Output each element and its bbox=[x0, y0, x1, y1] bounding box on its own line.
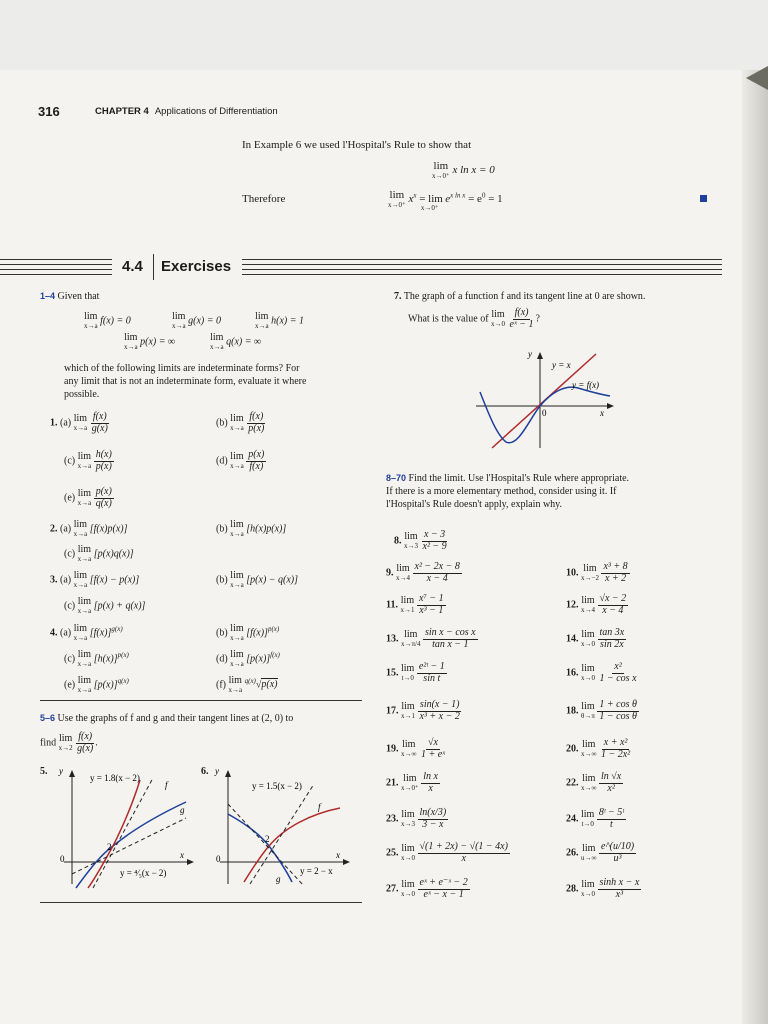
exercise-4e: (e) lim x→a $[p(x)]^{q(x)}$ bbox=[64, 675, 129, 694]
problem-15: 15. lim t→0 $\frac{\text{e²ᵗ − 1}}{\text{sin t}}$ bbox=[386, 661, 445, 684]
section-rule-left-2 bbox=[0, 264, 112, 265]
problem-12: 12. lim x→4 $\frac{√x - 2}{x - 4}$ bbox=[566, 593, 627, 616]
exercise-7-graph bbox=[470, 348, 620, 452]
problem-24: 24. lim t→0 $\frac{\text{8ᵗ − 5ᵗ}}{t}$ bbox=[566, 807, 624, 830]
intro-equation-1: lim x→0⁺ x ln x = 0 bbox=[432, 160, 495, 180]
intro-therefore: Therefore bbox=[242, 193, 286, 205]
g5-label-0: 0 bbox=[60, 854, 65, 864]
problem-18: 18. lim θ→π $\frac{\text{1 + cos θ}}{\text{1 − cos θ}}$ bbox=[566, 699, 637, 722]
page-right-edge bbox=[742, 70, 768, 1024]
exercise-5-6-header: 5–6 Use the graphs of f and g and their tangent lines at (2, 0) to bbox=[40, 713, 294, 724]
chapter-label: CHAPTER 4 bbox=[95, 106, 149, 117]
exercise-4f: (f) lim x→a $^{q(x)}$√p(x) bbox=[216, 675, 278, 694]
exercise-3c: (c) lim x→a [p(x) + q(x)] bbox=[64, 596, 146, 615]
section-rule-right-3 bbox=[242, 269, 722, 270]
given-lim-p: lim x→a p(x) = ∞ bbox=[124, 332, 176, 351]
section-rule-left-3 bbox=[0, 269, 112, 270]
g5-label-f: f bbox=[165, 780, 168, 790]
end-of-example-square bbox=[700, 195, 707, 202]
given-lim-f: lim x→a f(x) = 0 bbox=[84, 311, 131, 330]
g7-label-0: 0 bbox=[542, 408, 547, 418]
section-rule-left-1 bbox=[0, 259, 112, 260]
section-rule-right-2 bbox=[242, 264, 722, 265]
exercise-1b: (b) lim x→a $\frac{f(x)}{p(x)}$ bbox=[216, 411, 265, 434]
problem-13: 13. lim x→π/4 $\frac{\text{sin x − cos x}}{\text{tan x − 1}}$ bbox=[386, 627, 476, 650]
left-column-bottom-rule bbox=[40, 902, 362, 903]
exercise-5-6-find: find lim x→2 $\frac{f(x)}{g(x)}$ . bbox=[40, 731, 98, 754]
given-lim-h: lim x→a h(x) = 1 bbox=[255, 311, 304, 330]
section-title: Exercises bbox=[161, 258, 232, 275]
problem-21: 21. lim x→0⁺ $\frac{\text{ln x}}{x}$ bbox=[386, 771, 438, 794]
g5-label-2: 2 bbox=[107, 842, 112, 852]
exercise-1c: (c) lim x→a $\frac{h(x)}{p(x)}$ bbox=[64, 449, 112, 472]
g6-curve-g bbox=[228, 814, 292, 882]
g6-label-f: f bbox=[318, 802, 321, 812]
exercise-8-70-header: 8–70 Find the limit. Use l'Hospital's Rule where appropriate. If there is a more elementary method, consider using it. If l'Hospital's Rule doesn't apply, explain why. bbox=[386, 473, 630, 510]
exercise-5-number: 5. bbox=[40, 766, 48, 777]
g7-x-arrow bbox=[607, 403, 614, 409]
exercise-4c: (c) lim x→a $[h(x)]^{p(x)}$ bbox=[64, 649, 129, 668]
problem-8: 8. lim x→3 $\frac{x - 3}{\text{x² − 9}}$ bbox=[394, 529, 447, 552]
given-header: 1–4 Given that bbox=[40, 291, 100, 302]
g7-label-x: x bbox=[600, 408, 604, 418]
page-top-margin bbox=[0, 0, 768, 70]
section-rule-left-4 bbox=[0, 274, 112, 275]
g5-label-tangent-f: y = 1.8(x − 2) bbox=[90, 773, 140, 783]
exercise-6-number: 6. bbox=[201, 766, 209, 777]
section-divider bbox=[153, 254, 154, 280]
chapter-title: Applications of Differentiation bbox=[154, 106, 278, 117]
g6-label-2: 2 bbox=[265, 834, 270, 844]
exercise-4a: 4. (a) lim x→a $[f(x)]^{g(x)}$ bbox=[50, 623, 123, 642]
g5-label-y: y bbox=[59, 766, 63, 776]
chapter-header bbox=[95, 106, 278, 117]
problem-26: 26. lim u→∞ $\frac{e\^{}(u/10)}{\text{u³}}$ bbox=[566, 841, 635, 864]
exercise-5-graph bbox=[58, 766, 198, 890]
exercise-2c: (c) lim x→a [p(x)q(x)] bbox=[64, 544, 134, 563]
g7-label-yx: y = x bbox=[552, 360, 571, 370]
g7-label-yfx: y = f(x) bbox=[572, 380, 600, 390]
exercise-6-graph bbox=[214, 766, 354, 890]
given-lim-g: lim x→a g(x) = 0 bbox=[172, 311, 221, 330]
problem-22: 22. lim x→∞ $\frac{\ln √x}{\text{x²}}$ bbox=[566, 771, 622, 794]
exercise-1d: (d) lim x→a $\frac{p(x)}{f(x)}$ bbox=[216, 449, 265, 472]
problem-16: 16. lim x→0 $\frac{\text{x²}}{\text{1 − cos x}}$ bbox=[566, 661, 637, 684]
g6-y-arrow bbox=[225, 770, 231, 777]
left-column-rule bbox=[40, 700, 362, 701]
g6-label-y: y bbox=[215, 766, 219, 776]
g5-label-tangent-g: y = ⁴⁄₅(x − 2) bbox=[120, 868, 167, 878]
g6-label-tangent-f: y = 1.5(x − 2) bbox=[252, 781, 302, 791]
given-lim-q: lim x→a q(x) = ∞ bbox=[210, 332, 262, 351]
intro-text: In Example 6 we used l'Hospital's Rule to show that bbox=[242, 139, 472, 151]
problem-11: 11. lim x→1 $\frac{\text{x⁷ − 1}}{\text{x³ − 1}}$ bbox=[386, 593, 444, 616]
exercise-7-text: 7. The graph of a function f and its tangent line at 0 are shown. bbox=[394, 291, 646, 302]
g6-label-tangent-g: y = 2 − x bbox=[300, 866, 333, 876]
g6-tangent-g bbox=[228, 804, 304, 886]
exercise-4b: (b) lim x→a $[f(x)]^{p(x)}$ bbox=[216, 623, 280, 642]
exercise-3b: (b) lim x→a [p(x) − q(x)] bbox=[216, 570, 299, 589]
g6-label-g: g bbox=[276, 874, 281, 884]
g5-x-arrow bbox=[187, 859, 194, 865]
exercise-2b: (b) lim x→a [h(x)p(x)] bbox=[216, 519, 287, 538]
g7-label-y: y bbox=[528, 349, 532, 359]
section-rule-right-4 bbox=[242, 274, 722, 275]
problem-28: 28. lim x→0 $\frac{\text{sinh x − x}}{\text{x³}}$ bbox=[566, 877, 640, 900]
intro-equation-2: lim x→0⁺ $x^x = \lim_{x\to 0^+} e^{x ln x} = e^0 = 1$ bbox=[388, 189, 503, 213]
g5-y-arrow bbox=[69, 770, 75, 777]
section-rule-right-1 bbox=[242, 259, 722, 260]
problem-14: 14. lim x→0 $\frac{\tan 3x}{\sin 2x}$ bbox=[566, 627, 625, 650]
problem-20: 20. lim x→∞ $\frac{\text{x + x²}}{\text{1 − 2x²}}$ bbox=[566, 737, 631, 760]
exercise-4d: (d) lim x→a $[p(x)]^{f(x)}$ bbox=[216, 649, 280, 668]
g5-label-x: x bbox=[180, 850, 184, 860]
problem-19: 19. lim x→∞ $\frac{√x}{\text{1 + eˣ}}$ bbox=[386, 737, 446, 760]
problem-23: 23. lim x→3 $\frac{\ln(x/3)}{3 - x}$ bbox=[386, 807, 447, 830]
problem-27: 27. lim x→0 $\frac{\text{eˣ + e⁻ˣ − 2}}{\text{eˣ − x − 1}}$ bbox=[386, 877, 468, 900]
exercise-2a: 2. (a) lim x→a [f(x)p(x)] bbox=[50, 519, 128, 538]
g5-label-g: g bbox=[180, 805, 185, 815]
page-number: 316 bbox=[38, 104, 60, 119]
exercise-3a: 3. (a) lim x→a [f(x) − p(x)] bbox=[50, 570, 140, 589]
exercise-1a: 1. (a) lim x→a $\frac{f(x)}{g(x)}$ bbox=[50, 411, 108, 434]
problem-10: 10. lim x→−2 $\frac{\text{x³ + 8}}{x + 2}$ bbox=[566, 561, 628, 584]
g6-label-x: x bbox=[336, 850, 340, 860]
g6-label-0: 0 bbox=[216, 854, 221, 864]
section-number: 4.4 bbox=[122, 258, 143, 275]
exercise-7-question: What is the value of lim x→0 $\frac{f(x)}{\text{eˣ − 1}}$ ? bbox=[408, 307, 540, 330]
page-corner-tab bbox=[746, 66, 768, 90]
g5-tangent-g bbox=[72, 818, 186, 874]
problem-25: 25. lim x→0 $\frac{√(1 + 2x) - √(1 - 4x)}{x}$ bbox=[386, 841, 508, 864]
g7-y-arrow bbox=[537, 352, 543, 359]
g6-x-arrow bbox=[343, 859, 350, 865]
exercise-1e: (e) lim x→a $\frac{p(x)}{q(x)}$ bbox=[64, 486, 112, 509]
given-question: which of the following limits are indeterminate forms? For any limit that is not an indeterminate form, evaluate it where possible. bbox=[64, 363, 307, 400]
problem-17: 17. lim x→1 $\frac{\sin(x - 1)}{\text{x³ + x − 2}}$ bbox=[386, 699, 460, 722]
problem-9: 9. lim x→4 $\frac{\text{x² − 2x − 8}}{x - 4}$ bbox=[386, 561, 460, 584]
